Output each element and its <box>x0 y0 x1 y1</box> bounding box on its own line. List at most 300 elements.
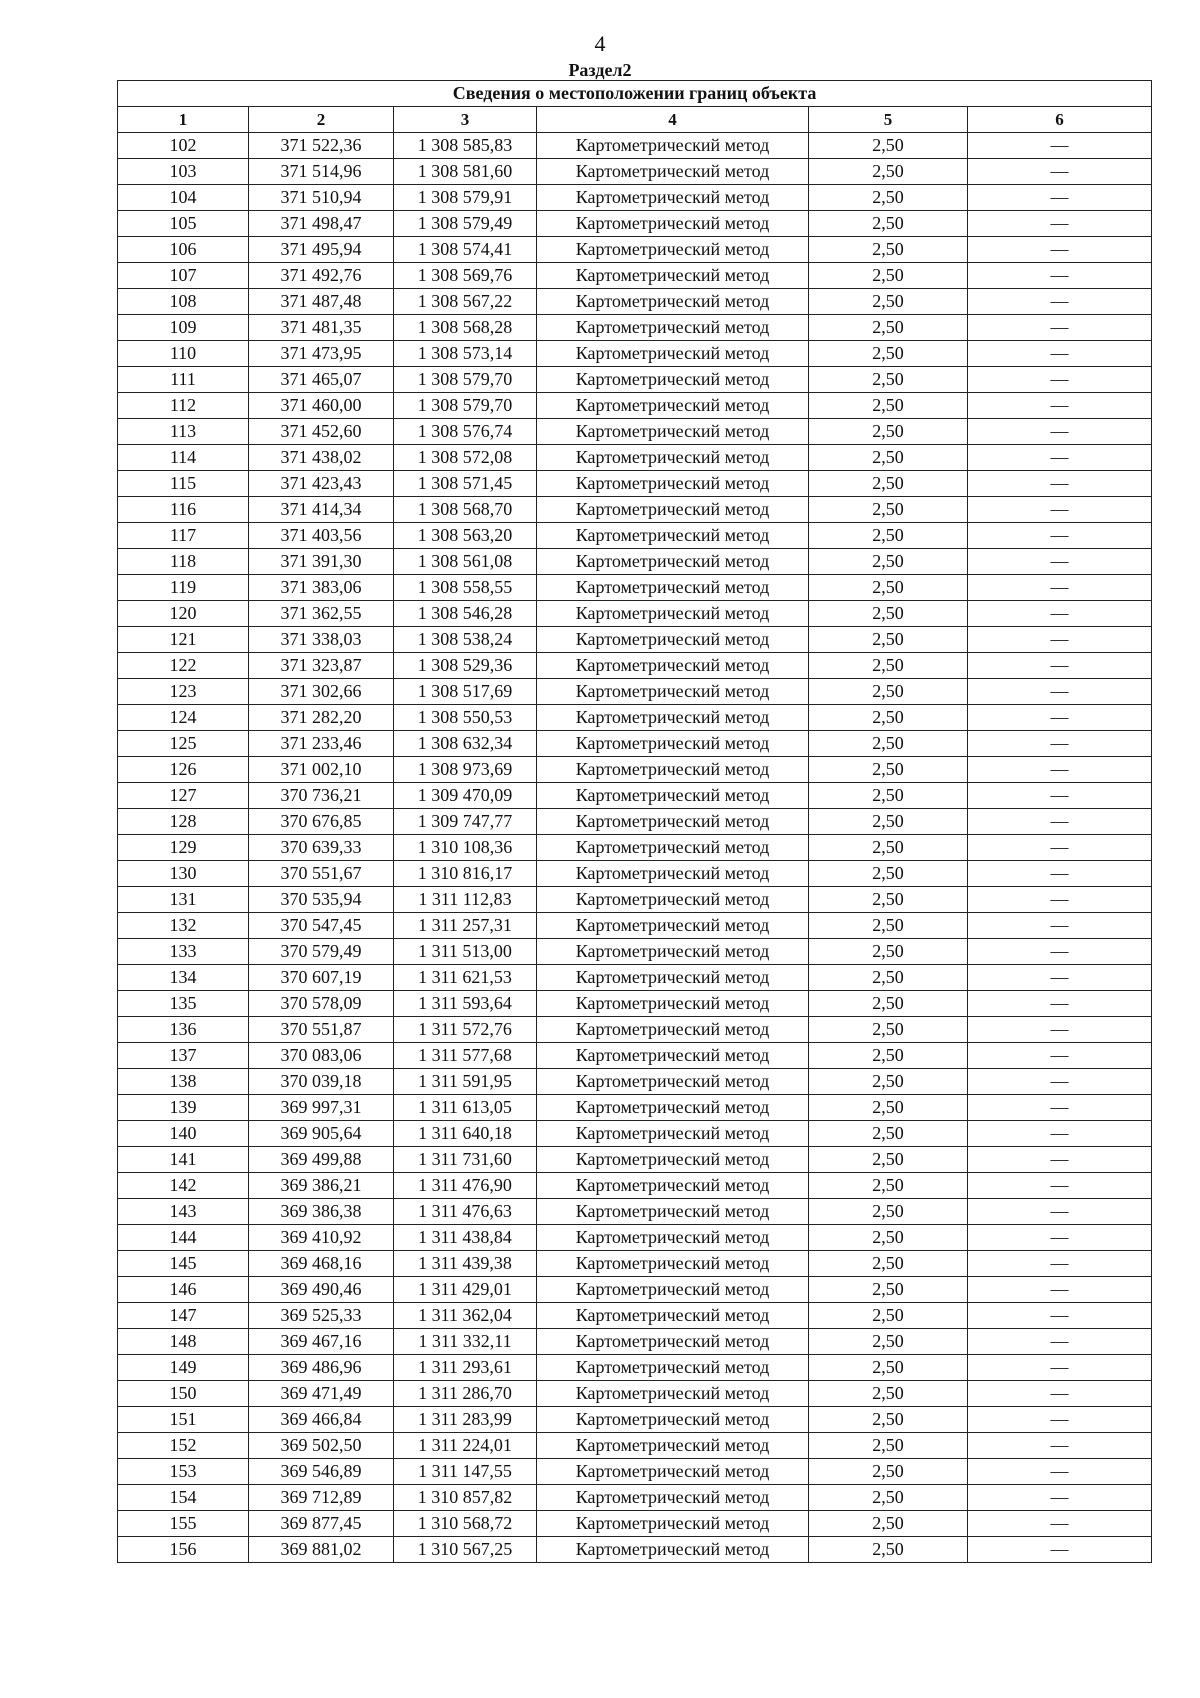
point-number-cell: 128 <box>118 809 249 835</box>
table-row <box>118 341 1152 367</box>
y-coordinate-cell: 1 311 286,70 <box>394 1381 537 1407</box>
point-number-cell: 111 <box>118 367 249 393</box>
y-coordinate-cell: 1 308 573,14 <box>394 341 537 367</box>
accuracy-cell: 2,50 <box>809 653 968 679</box>
accuracy-cell: 2,50 <box>809 601 968 627</box>
method-cell: Картометрический метод <box>537 549 809 575</box>
description-cell: — <box>968 991 1152 1017</box>
table-row <box>118 1095 1152 1121</box>
method-cell: Картометрический метод <box>537 1017 809 1043</box>
point-number-cell: 103 <box>118 159 249 185</box>
point-number-cell: 144 <box>118 1225 249 1251</box>
x-coordinate-cell: 371 495,94 <box>249 237 394 263</box>
x-coordinate-cell: 369 386,38 <box>249 1199 394 1225</box>
description-cell: — <box>968 705 1152 731</box>
description-cell: — <box>968 835 1152 861</box>
accuracy-cell: 2,50 <box>809 263 968 289</box>
method-cell: Картометрический метод <box>537 367 809 393</box>
table-row <box>118 289 1152 315</box>
accuracy-cell: 2,50 <box>809 419 968 445</box>
x-coordinate-cell: 371 403,56 <box>249 523 394 549</box>
table-row <box>118 1355 1152 1381</box>
accuracy-cell: 2,50 <box>809 913 968 939</box>
description-cell: — <box>968 1225 1152 1251</box>
accuracy-cell: 2,50 <box>809 757 968 783</box>
point-number-cell: 108 <box>118 289 249 315</box>
accuracy-cell: 2,50 <box>809 1433 968 1459</box>
point-number-cell: 133 <box>118 939 249 965</box>
y-coordinate-cell: 1 308 574,41 <box>394 237 537 263</box>
y-coordinate-cell: 1 308 579,49 <box>394 211 537 237</box>
x-coordinate-cell: 371 498,47 <box>249 211 394 237</box>
x-coordinate-cell: 369 997,31 <box>249 1095 394 1121</box>
accuracy-cell: 2,50 <box>809 1303 968 1329</box>
y-coordinate-cell: 1 311 257,31 <box>394 913 537 939</box>
x-coordinate-cell: 371 233,46 <box>249 731 394 757</box>
table-row <box>118 1147 1152 1173</box>
description-cell: — <box>968 523 1152 549</box>
accuracy-cell: 2,50 <box>809 809 968 835</box>
accuracy-cell: 2,50 <box>809 367 968 393</box>
y-coordinate-cell: 1 308 550,53 <box>394 705 537 731</box>
description-cell: — <box>968 601 1152 627</box>
accuracy-cell: 2,50 <box>809 1251 968 1277</box>
method-cell: Картометрический метод <box>537 471 809 497</box>
point-number-cell: 152 <box>118 1433 249 1459</box>
method-cell: Картометрический метод <box>537 185 809 211</box>
x-coordinate-cell: 371 002,10 <box>249 757 394 783</box>
method-cell: Картометрический метод <box>537 1303 809 1329</box>
method-cell: Картометрический метод <box>537 1147 809 1173</box>
table-row <box>118 1277 1152 1303</box>
method-cell: Картометрический метод <box>537 393 809 419</box>
table-row <box>118 1329 1152 1355</box>
description-cell: — <box>968 419 1152 445</box>
table-row <box>118 185 1152 211</box>
x-coordinate-cell: 369 502,50 <box>249 1433 394 1459</box>
y-coordinate-cell: 1 311 731,60 <box>394 1147 537 1173</box>
method-cell: Картометрический метод <box>537 939 809 965</box>
method-cell: Картометрический метод <box>537 1485 809 1511</box>
method-cell: Картометрический метод <box>537 1121 809 1147</box>
table-row <box>118 809 1152 835</box>
accuracy-cell: 2,50 <box>809 1147 968 1173</box>
accuracy-cell: 2,50 <box>809 237 968 263</box>
description-cell: — <box>968 1329 1152 1355</box>
accuracy-cell: 2,50 <box>809 965 968 991</box>
description-cell: — <box>968 497 1152 523</box>
y-coordinate-cell: 1 311 429,01 <box>394 1277 537 1303</box>
method-cell: Картометрический метод <box>537 705 809 731</box>
y-coordinate-cell: 1 308 581,60 <box>394 159 537 185</box>
point-number-cell: 132 <box>118 913 249 939</box>
accuracy-cell: 2,50 <box>809 315 968 341</box>
x-coordinate-cell: 371 362,55 <box>249 601 394 627</box>
point-number-cell: 142 <box>118 1173 249 1199</box>
y-coordinate-cell: 1 311 439,38 <box>394 1251 537 1277</box>
y-coordinate-cell: 1 308 579,70 <box>394 367 537 393</box>
point-number-cell: 129 <box>118 835 249 861</box>
description-cell: — <box>968 783 1152 809</box>
description-cell: — <box>968 1251 1152 1277</box>
x-coordinate-cell: 370 551,67 <box>249 861 394 887</box>
section-title: Раздел2 <box>568 60 632 80</box>
method-cell: Картометрический метод <box>537 653 809 679</box>
description-cell: — <box>968 289 1152 315</box>
accuracy-cell: 2,50 <box>809 679 968 705</box>
table-row <box>118 419 1152 445</box>
method-cell: Картометрический метод <box>537 575 809 601</box>
method-cell: Картометрический метод <box>537 601 809 627</box>
accuracy-cell: 2,50 <box>809 159 968 185</box>
method-cell: Картометрический метод <box>537 1433 809 1459</box>
description-cell: — <box>968 1199 1152 1225</box>
method-cell: Картометрический метод <box>537 627 809 653</box>
x-coordinate-cell: 370 551,87 <box>249 1017 394 1043</box>
description-cell: — <box>968 1407 1152 1433</box>
x-coordinate-cell: 370 039,18 <box>249 1069 394 1095</box>
method-cell: Картометрический метод <box>537 211 809 237</box>
description-cell: — <box>968 939 1152 965</box>
description-cell: — <box>968 1017 1152 1043</box>
description-cell: — <box>968 1303 1152 1329</box>
x-coordinate-cell: 370 639,33 <box>249 835 394 861</box>
table-row <box>118 1173 1152 1199</box>
point-number-cell: 151 <box>118 1407 249 1433</box>
x-coordinate-cell: 369 466,84 <box>249 1407 394 1433</box>
y-coordinate-cell: 1 311 577,68 <box>394 1043 537 1069</box>
y-coordinate-cell: 1 308 563,20 <box>394 523 537 549</box>
table-header-row <box>118 107 1152 133</box>
y-coordinate-cell: 1 311 476,63 <box>394 1199 537 1225</box>
accuracy-cell: 2,50 <box>809 471 968 497</box>
method-cell: Картометрический метод <box>537 1277 809 1303</box>
description-cell: — <box>968 1095 1152 1121</box>
method-cell: Картометрический метод <box>537 1225 809 1251</box>
method-cell: Картометрический метод <box>537 913 809 939</box>
method-cell: Картометрический метод <box>537 523 809 549</box>
method-cell: Картометрический метод <box>537 1355 809 1381</box>
column-header: 1 <box>118 107 249 133</box>
method-cell: Картометрический метод <box>537 1329 809 1355</box>
accuracy-cell: 2,50 <box>809 185 968 211</box>
point-number-cell: 105 <box>118 211 249 237</box>
y-coordinate-cell: 1 310 108,36 <box>394 835 537 861</box>
y-coordinate-cell: 1 311 476,90 <box>394 1173 537 1199</box>
accuracy-cell: 2,50 <box>809 1511 968 1537</box>
accuracy-cell: 2,50 <box>809 289 968 315</box>
description-cell: — <box>968 653 1152 679</box>
y-coordinate-cell: 1 308 585,83 <box>394 133 537 159</box>
point-number-cell: 113 <box>118 419 249 445</box>
method-cell: Картометрический метод <box>537 887 809 913</box>
accuracy-cell: 2,50 <box>809 211 968 237</box>
x-coordinate-cell: 371 522,36 <box>249 133 394 159</box>
table-row <box>118 913 1152 939</box>
description-cell: — <box>968 211 1152 237</box>
point-number-cell: 121 <box>118 627 249 653</box>
description-cell: — <box>968 133 1152 159</box>
y-coordinate-cell: 1 311 438,84 <box>394 1225 537 1251</box>
point-number-cell: 145 <box>118 1251 249 1277</box>
y-coordinate-cell: 1 308 571,45 <box>394 471 537 497</box>
y-coordinate-cell: 1 308 973,69 <box>394 757 537 783</box>
table-row <box>118 783 1152 809</box>
method-cell: Картометрический метод <box>537 679 809 705</box>
method-cell: Картометрический метод <box>537 497 809 523</box>
accuracy-cell: 2,50 <box>809 627 968 653</box>
x-coordinate-cell: 370 083,06 <box>249 1043 394 1069</box>
description-cell: — <box>968 263 1152 289</box>
x-coordinate-cell: 371 323,87 <box>249 653 394 679</box>
description-cell: — <box>968 471 1152 497</box>
method-cell: Картометрический метод <box>537 1251 809 1277</box>
table-row <box>118 445 1152 471</box>
description-cell: — <box>968 627 1152 653</box>
point-number-cell: 148 <box>118 1329 249 1355</box>
y-coordinate-cell: 1 311 572,76 <box>394 1017 537 1043</box>
y-coordinate-cell: 1 308 561,08 <box>394 549 537 575</box>
accuracy-cell: 2,50 <box>809 1537 968 1563</box>
y-coordinate-cell: 1 308 576,74 <box>394 419 537 445</box>
accuracy-cell: 2,50 <box>809 1277 968 1303</box>
accuracy-cell: 2,50 <box>809 1407 968 1433</box>
method-cell: Картометрический метод <box>537 1043 809 1069</box>
description-cell: — <box>968 159 1152 185</box>
x-coordinate-cell: 370 579,49 <box>249 939 394 965</box>
point-number-cell: 139 <box>118 1095 249 1121</box>
column-header: 6 <box>968 107 1152 133</box>
page-number: 4 <box>594 31 606 56</box>
y-coordinate-cell: 1 308 529,36 <box>394 653 537 679</box>
method-cell: Картометрический метод <box>537 341 809 367</box>
y-coordinate-cell: 1 308 568,28 <box>394 315 537 341</box>
y-coordinate-cell: 1 311 362,04 <box>394 1303 537 1329</box>
table-row <box>118 1017 1152 1043</box>
description-cell: — <box>968 887 1152 913</box>
point-number-cell: 127 <box>118 783 249 809</box>
point-number-cell: 118 <box>118 549 249 575</box>
x-coordinate-cell: 369 546,89 <box>249 1459 394 1485</box>
table-row <box>118 653 1152 679</box>
y-coordinate-cell: 1 308 569,76 <box>394 263 537 289</box>
x-coordinate-cell: 371 492,76 <box>249 263 394 289</box>
description-cell: — <box>968 341 1152 367</box>
method-cell: Картометрический метод <box>537 1095 809 1121</box>
table-row <box>118 991 1152 1017</box>
point-number-cell: 150 <box>118 1381 249 1407</box>
point-number-cell: 149 <box>118 1355 249 1381</box>
column-header: 2 <box>249 107 394 133</box>
description-cell: — <box>968 445 1152 471</box>
x-coordinate-cell: 371 452,60 <box>249 419 394 445</box>
point-number-cell: 155 <box>118 1511 249 1537</box>
x-coordinate-cell: 370 676,85 <box>249 809 394 835</box>
x-coordinate-cell: 370 547,45 <box>249 913 394 939</box>
method-cell: Картометрический метод <box>537 731 809 757</box>
table-row <box>118 679 1152 705</box>
description-cell: — <box>968 731 1152 757</box>
method-cell: Картометрический метод <box>537 315 809 341</box>
accuracy-cell: 2,50 <box>809 133 968 159</box>
method-cell: Картометрический метод <box>537 1381 809 1407</box>
point-number-cell: 124 <box>118 705 249 731</box>
table-row <box>118 1381 1152 1407</box>
description-cell: — <box>968 315 1152 341</box>
y-coordinate-cell: 1 311 593,64 <box>394 991 537 1017</box>
x-coordinate-cell: 371 510,94 <box>249 185 394 211</box>
table-row <box>118 133 1152 159</box>
accuracy-cell: 2,50 <box>809 731 968 757</box>
accuracy-cell: 2,50 <box>809 1121 968 1147</box>
description-cell: — <box>968 549 1152 575</box>
method-cell: Картометрический метод <box>537 1173 809 1199</box>
accuracy-cell: 2,50 <box>809 991 968 1017</box>
point-number-cell: 123 <box>118 679 249 705</box>
point-number-cell: 112 <box>118 393 249 419</box>
method-cell: Картометрический метод <box>537 835 809 861</box>
accuracy-cell: 2,50 <box>809 1485 968 1511</box>
y-coordinate-cell: 1 311 513,00 <box>394 939 537 965</box>
method-cell: Картометрический метод <box>537 1537 809 1563</box>
x-coordinate-cell: 369 525,33 <box>249 1303 394 1329</box>
y-coordinate-cell: 1 308 579,91 <box>394 185 537 211</box>
point-number-cell: 114 <box>118 445 249 471</box>
description-cell: — <box>968 1511 1152 1537</box>
y-coordinate-cell: 1 308 579,70 <box>394 393 537 419</box>
accuracy-cell: 2,50 <box>809 1017 968 1043</box>
point-number-cell: 116 <box>118 497 249 523</box>
x-coordinate-cell: 371 282,20 <box>249 705 394 731</box>
x-coordinate-cell: 371 438,02 <box>249 445 394 471</box>
x-coordinate-cell: 369 467,16 <box>249 1329 394 1355</box>
table-row <box>118 835 1152 861</box>
accuracy-cell: 2,50 <box>809 497 968 523</box>
table-row <box>118 965 1152 991</box>
method-cell: Картометрический метод <box>537 991 809 1017</box>
y-coordinate-cell: 1 308 632,34 <box>394 731 537 757</box>
x-coordinate-cell: 369 468,16 <box>249 1251 394 1277</box>
table-row <box>118 471 1152 497</box>
y-coordinate-cell: 1 308 568,70 <box>394 497 537 523</box>
accuracy-cell: 2,50 <box>809 393 968 419</box>
method-cell: Картометрический метод <box>537 133 809 159</box>
table-row <box>118 1511 1152 1537</box>
table-row <box>118 237 1152 263</box>
y-coordinate-cell: 1 311 293,61 <box>394 1355 537 1381</box>
accuracy-cell: 2,50 <box>809 1199 968 1225</box>
table-row <box>118 861 1152 887</box>
description-cell: — <box>968 1381 1152 1407</box>
point-number-cell: 154 <box>118 1485 249 1511</box>
x-coordinate-cell: 370 607,19 <box>249 965 394 991</box>
accuracy-cell: 2,50 <box>809 861 968 887</box>
table-row <box>118 393 1152 419</box>
description-cell: — <box>968 575 1152 601</box>
y-coordinate-cell: 1 310 567,25 <box>394 1537 537 1563</box>
x-coordinate-cell: 369 490,46 <box>249 1277 394 1303</box>
method-cell: Картометрический метод <box>537 159 809 185</box>
accuracy-cell: 2,50 <box>809 575 968 601</box>
accuracy-cell: 2,50 <box>809 341 968 367</box>
point-number-cell: 136 <box>118 1017 249 1043</box>
description-cell: — <box>968 393 1152 419</box>
table-row <box>118 1485 1152 1511</box>
point-number-cell: 120 <box>118 601 249 627</box>
point-number-cell: 119 <box>118 575 249 601</box>
method-cell: Картометрический метод <box>537 757 809 783</box>
point-number-cell: 110 <box>118 341 249 367</box>
table-row <box>118 939 1152 965</box>
description-cell: — <box>968 1485 1152 1511</box>
accuracy-cell: 2,50 <box>809 1095 968 1121</box>
y-coordinate-cell: 1 311 591,95 <box>394 1069 537 1095</box>
description-cell: — <box>968 1355 1152 1381</box>
x-coordinate-cell: 370 578,09 <box>249 991 394 1017</box>
description-cell: — <box>968 861 1152 887</box>
method-cell: Картометрический метод <box>537 1199 809 1225</box>
x-coordinate-cell: 369 881,02 <box>249 1537 394 1563</box>
y-coordinate-cell: 1 311 621,53 <box>394 965 537 991</box>
description-cell: — <box>968 1173 1152 1199</box>
y-coordinate-cell: 1 311 224,01 <box>394 1433 537 1459</box>
y-coordinate-cell: 1 311 332,11 <box>394 1329 537 1355</box>
y-coordinate-cell: 1 308 567,22 <box>394 289 537 315</box>
point-number-cell: 156 <box>118 1537 249 1563</box>
y-coordinate-cell: 1 309 470,09 <box>394 783 537 809</box>
y-coordinate-cell: 1 311 147,55 <box>394 1459 537 1485</box>
method-cell: Картометрический метод <box>537 445 809 471</box>
method-cell: Картометрический метод <box>537 1407 809 1433</box>
y-coordinate-cell: 1 308 546,28 <box>394 601 537 627</box>
x-coordinate-cell: 371 302,66 <box>249 679 394 705</box>
x-coordinate-cell: 369 486,96 <box>249 1355 394 1381</box>
accuracy-cell: 2,50 <box>809 1069 968 1095</box>
method-cell: Картометрический метод <box>537 809 809 835</box>
table-row <box>118 575 1152 601</box>
x-coordinate-cell: 371 487,48 <box>249 289 394 315</box>
y-coordinate-cell: 1 311 640,18 <box>394 1121 537 1147</box>
x-coordinate-cell: 371 414,34 <box>249 497 394 523</box>
method-cell: Картометрический метод <box>537 289 809 315</box>
accuracy-cell: 2,50 <box>809 1043 968 1069</box>
accuracy-cell: 2,50 <box>809 939 968 965</box>
accuracy-cell: 2,50 <box>809 445 968 471</box>
description-cell: — <box>968 1459 1152 1485</box>
y-coordinate-cell: 1 308 538,24 <box>394 627 537 653</box>
point-number-cell: 115 <box>118 471 249 497</box>
description-cell: — <box>968 1433 1152 1459</box>
x-coordinate-cell: 369 386,21 <box>249 1173 394 1199</box>
column-header: 5 <box>809 107 968 133</box>
method-cell: Картометрический метод <box>537 1459 809 1485</box>
description-cell: — <box>968 913 1152 939</box>
table-row <box>118 705 1152 731</box>
x-coordinate-cell: 371 338,03 <box>249 627 394 653</box>
x-coordinate-cell: 369 877,45 <box>249 1511 394 1537</box>
x-coordinate-cell: 369 712,89 <box>249 1485 394 1511</box>
description-cell: — <box>968 237 1152 263</box>
table-row <box>118 1121 1152 1147</box>
table-row <box>118 1069 1152 1095</box>
method-cell: Картометрический метод <box>537 419 809 445</box>
point-number-cell: 109 <box>118 315 249 341</box>
method-cell: Картометрический метод <box>537 237 809 263</box>
accuracy-cell: 2,50 <box>809 1355 968 1381</box>
y-coordinate-cell: 1 311 283,99 <box>394 1407 537 1433</box>
accuracy-cell: 2,50 <box>809 1459 968 1485</box>
table-row <box>118 1043 1152 1069</box>
